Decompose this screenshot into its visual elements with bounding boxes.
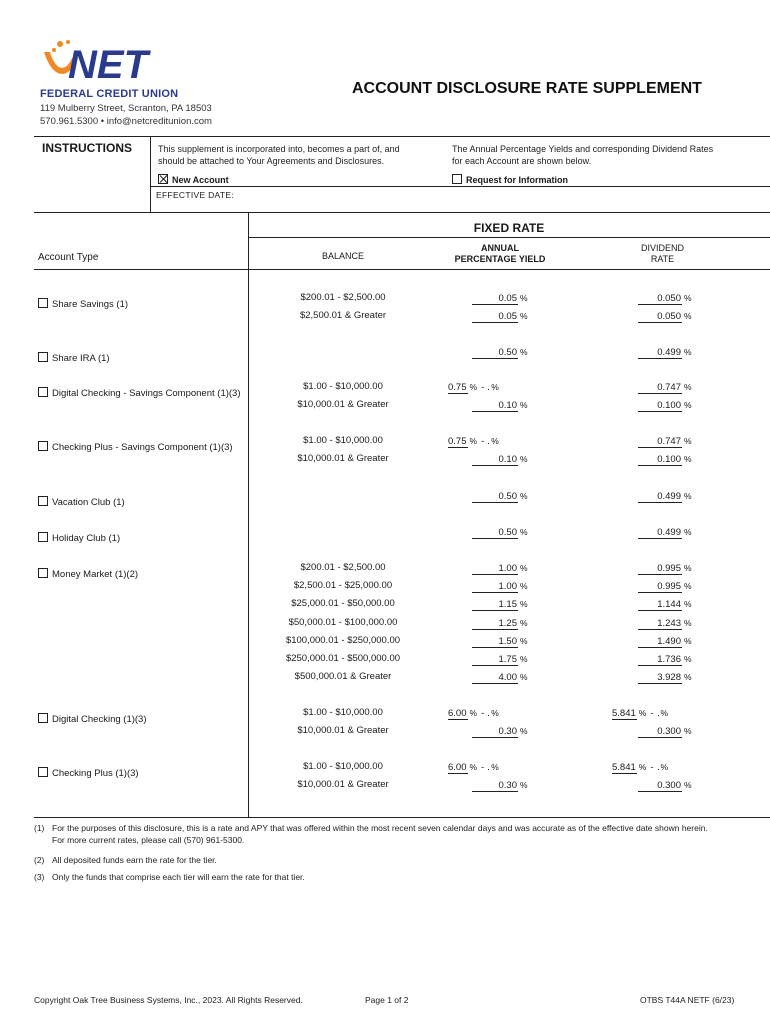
dividend-cell bbox=[638, 382, 692, 394]
percent-sign: % bbox=[684, 635, 692, 646]
undefined-high bbox=[488, 762, 499, 773]
dividend bbox=[638, 563, 692, 574]
undefined-high-value bbox=[488, 443, 489, 444]
apy-cell bbox=[472, 636, 528, 648]
percent-sign: % bbox=[520, 293, 528, 303]
apy bbox=[472, 563, 528, 574]
apy-value: 1.00 bbox=[472, 581, 518, 593]
apy bbox=[472, 400, 528, 411]
apy bbox=[472, 581, 528, 592]
request-info-label: Request for Information bbox=[466, 175, 569, 185]
percent-sign: % bbox=[491, 382, 499, 392]
dividend bbox=[638, 382, 692, 393]
account-type-row[interactable] bbox=[38, 352, 110, 364]
account-type-row[interactable] bbox=[38, 713, 147, 725]
dividend bbox=[638, 780, 692, 791]
balance-tier: $10,000.01 & Greater bbox=[297, 779, 389, 791]
dividend-cell bbox=[638, 527, 692, 539]
checkbox-icon[interactable] bbox=[38, 387, 48, 397]
dividend-value: 1.736 bbox=[638, 654, 682, 666]
divider bbox=[34, 817, 770, 818]
account-type-row[interactable] bbox=[38, 532, 120, 544]
checkbox-icon[interactable] bbox=[38, 496, 48, 506]
undefined bbox=[448, 762, 499, 773]
dividend-cell bbox=[638, 347, 692, 359]
undefined bbox=[612, 762, 668, 773]
footnote-text-continued: For more current rates, please call (570) 961-5300. bbox=[52, 835, 245, 845]
percent-sign: % bbox=[491, 708, 499, 718]
undefined-high bbox=[488, 708, 499, 719]
account-type-row[interactable] bbox=[38, 298, 128, 310]
copyright-text: Copyright Oak Tree Business Systems, Inc., 2023. All Rights Reserved. bbox=[34, 995, 303, 1005]
footnote-text: All deposited funds earn the rate for the tier. bbox=[52, 855, 217, 865]
apy-cell bbox=[472, 454, 528, 466]
apy-cell bbox=[472, 654, 528, 666]
footnote-number: (3) bbox=[34, 872, 45, 882]
apy-value: 0.05 bbox=[472, 293, 518, 305]
apy-cell bbox=[472, 400, 528, 412]
dividend-value: 0.995 bbox=[638, 581, 682, 593]
percent-sign: % bbox=[638, 762, 647, 772]
dividend bbox=[638, 293, 692, 304]
apy bbox=[472, 599, 528, 610]
undefined-high bbox=[488, 436, 499, 447]
footnote-text: For the purposes of this disclosure, this is a rate and APY that was offered within the most recent seven calendar days and was accurate as of the effective date shown herein. bbox=[52, 823, 708, 833]
percent-sign: % bbox=[520, 726, 528, 737]
effective-date-label: EFFECTIVE DATE: bbox=[156, 190, 235, 200]
undefined-low-value: 5.841 bbox=[612, 708, 636, 719]
dividend-cell bbox=[638, 491, 692, 503]
dividend bbox=[638, 454, 692, 465]
balance-tier: $1.00 - $10,000.00 bbox=[303, 435, 383, 446]
dividend-value: 1.490 bbox=[638, 636, 682, 648]
checkbox-icon[interactable] bbox=[38, 767, 48, 777]
undefined-high-value bbox=[488, 715, 489, 716]
apy bbox=[472, 654, 528, 665]
percent-sign: % bbox=[520, 454, 528, 465]
divider bbox=[34, 269, 770, 270]
dividend-value: 0.100 bbox=[638, 400, 682, 412]
apy-cell bbox=[472, 311, 528, 323]
new-account-checkbox[interactable] bbox=[158, 170, 229, 188]
checkbox-icon[interactable] bbox=[452, 174, 462, 184]
dividend bbox=[638, 599, 692, 610]
dividend-cell bbox=[638, 636, 692, 648]
dividend-cell bbox=[612, 762, 668, 774]
checkbox-icon[interactable] bbox=[38, 713, 48, 723]
dividend-cell bbox=[638, 726, 692, 738]
percent-sign: % bbox=[638, 708, 647, 718]
undefined-low bbox=[448, 708, 477, 719]
apy-cell bbox=[472, 780, 528, 792]
apy-value: 0.10 bbox=[472, 400, 518, 412]
undefined-low bbox=[448, 762, 477, 773]
divider bbox=[34, 212, 770, 213]
undefined bbox=[448, 382, 499, 393]
percent-sign: % bbox=[520, 527, 528, 537]
apy-value: 0.50 bbox=[472, 491, 518, 503]
divider bbox=[34, 136, 770, 137]
percent-sign: % bbox=[684, 726, 692, 737]
dividend-value: 0.499 bbox=[638, 347, 682, 359]
undefined-high-value bbox=[658, 769, 659, 770]
undefined-low-value: 5.841 bbox=[612, 762, 636, 773]
account-name: Digital Checking (1)(3) bbox=[52, 714, 147, 725]
percent-sign: % bbox=[491, 436, 499, 446]
dividend-cell bbox=[638, 581, 692, 593]
document-title: ACCOUNT DISCLOSURE RATE SUPPLEMENT bbox=[352, 80, 702, 97]
percent-sign: % bbox=[684, 527, 692, 537]
balance-tier: $2,500.01 & Greater bbox=[299, 310, 387, 322]
balance-tier: $200.01 - $2,500.00 bbox=[300, 562, 386, 573]
undefined-high-value bbox=[488, 769, 489, 770]
apy-value: 1.00 bbox=[472, 563, 518, 575]
dividend-value: 0.050 bbox=[638, 293, 682, 305]
dividend bbox=[638, 618, 692, 629]
range-dash: - bbox=[481, 382, 485, 393]
undefined-low bbox=[612, 708, 646, 719]
percent-sign: % bbox=[684, 382, 692, 392]
percent-sign: % bbox=[469, 436, 478, 446]
new-account-label: New Account bbox=[172, 175, 229, 185]
apy-cell bbox=[448, 436, 499, 448]
undefined-low-value: 0.75 bbox=[448, 382, 467, 393]
apy bbox=[472, 311, 528, 322]
dividend bbox=[638, 491, 692, 502]
apy bbox=[472, 454, 528, 465]
checkbox-icon[interactable] bbox=[38, 441, 48, 451]
balance-tier: $10,000.01 & Greater bbox=[297, 725, 389, 737]
percent-sign: % bbox=[684, 454, 692, 465]
divider bbox=[248, 212, 249, 817]
dividend bbox=[638, 311, 692, 322]
dividend bbox=[638, 347, 692, 358]
apy-value: 1.15 bbox=[472, 599, 518, 611]
percent-sign: % bbox=[684, 581, 692, 592]
dividend-value: 0.300 bbox=[638, 726, 682, 738]
divider bbox=[150, 136, 151, 212]
credit-union-logo bbox=[38, 38, 188, 86]
checkbox-icon[interactable] bbox=[38, 532, 48, 542]
balance-header: BALANCE bbox=[321, 251, 365, 261]
checked-box-icon[interactable] bbox=[158, 174, 168, 184]
percent-sign: % bbox=[520, 599, 528, 610]
dividend-cell bbox=[638, 400, 692, 412]
apy-cell bbox=[448, 382, 499, 394]
percent-sign: % bbox=[684, 293, 692, 303]
account-type-row[interactable] bbox=[38, 441, 233, 453]
apy-cell bbox=[472, 563, 528, 575]
percent-sign: % bbox=[684, 347, 692, 357]
percent-sign: % bbox=[491, 762, 499, 772]
balance-tier: $100,000.01 - $250,000.00 bbox=[285, 634, 401, 646]
footnote bbox=[34, 871, 305, 883]
footnote-number: (1) bbox=[34, 823, 45, 833]
undefined-low-value: 6.00 bbox=[448, 708, 467, 719]
undefined-high bbox=[658, 762, 669, 773]
apy bbox=[472, 618, 528, 629]
apy-header: ANNUAL PERCENTAGE YIELD bbox=[454, 243, 546, 264]
percent-sign: % bbox=[684, 599, 692, 610]
undefined bbox=[448, 708, 499, 719]
dividend-cell bbox=[638, 454, 692, 466]
percent-sign: % bbox=[520, 563, 528, 573]
account-type-row[interactable] bbox=[38, 387, 241, 399]
balance-tier: $25,000.01 - $50,000.00 bbox=[291, 598, 395, 610]
apy-value: 1.75 bbox=[472, 654, 518, 666]
dividend-value: 1.243 bbox=[638, 618, 682, 630]
account-name: Checking Plus (1)(3) bbox=[52, 768, 139, 779]
apy bbox=[472, 293, 528, 304]
org-address: 119 Mulberry Street, Scranton, PA 18503 bbox=[40, 103, 212, 114]
apy-value: 0.05 bbox=[472, 311, 518, 323]
checkbox-icon[interactable] bbox=[38, 568, 48, 578]
dividend-cell bbox=[638, 436, 692, 448]
account-type-row[interactable] bbox=[38, 568, 138, 580]
apy-cell bbox=[472, 527, 528, 539]
percent-sign: % bbox=[684, 672, 692, 683]
percent-sign: % bbox=[684, 311, 692, 322]
apy bbox=[472, 780, 528, 791]
percent-sign: % bbox=[684, 436, 692, 446]
dividend bbox=[638, 654, 692, 665]
dividend-value: 0.747 bbox=[638, 436, 682, 448]
dividend-value: 3.928 bbox=[638, 672, 682, 684]
dividend bbox=[638, 400, 692, 411]
percent-sign: % bbox=[520, 491, 528, 501]
undefined-high-value bbox=[658, 715, 659, 716]
undefined-high bbox=[658, 708, 669, 719]
undefined-low-value: 6.00 bbox=[448, 762, 467, 773]
org-contact: 570.961.5300 • info@netcreditunion.com bbox=[40, 116, 212, 127]
percent-sign: % bbox=[520, 617, 528, 628]
balance-tier: $10,000.01 & Greater bbox=[297, 399, 389, 411]
balance-tier: $250,000.01 - $500,000.00 bbox=[285, 653, 401, 664]
apy bbox=[472, 491, 528, 502]
percent-sign: % bbox=[469, 382, 478, 392]
apy-value: 0.10 bbox=[472, 454, 518, 466]
dividend-cell bbox=[638, 780, 692, 792]
balance-tier: $2,500.01 - $25,000.00 bbox=[293, 580, 393, 592]
percent-sign: % bbox=[660, 762, 669, 772]
account-name: Vacation Club (1) bbox=[52, 497, 125, 508]
account-name: Checking Plus - Savings Component (1)(3) bbox=[52, 442, 233, 453]
percent-sign: % bbox=[520, 347, 528, 357]
instructions-left-text: This supplement is incorporated into, becomes a part of, and should be attached to Your Agreements and Disclosures. bbox=[158, 144, 400, 166]
instructions-title: INSTRUCTIONS bbox=[42, 141, 132, 155]
dividend bbox=[638, 726, 692, 737]
apy-cell bbox=[472, 618, 528, 630]
dividend-value: 0.499 bbox=[638, 527, 682, 539]
percent-sign: % bbox=[520, 635, 528, 646]
undefined-low-value: 0.75 bbox=[448, 436, 467, 447]
range-dash: - bbox=[481, 436, 485, 447]
apy-cell bbox=[472, 726, 528, 738]
account-type-row[interactable] bbox=[38, 767, 139, 779]
percent-sign: % bbox=[660, 708, 669, 718]
dividend bbox=[638, 436, 692, 447]
range-dash: - bbox=[650, 708, 654, 719]
apy-cell bbox=[472, 599, 528, 611]
apy bbox=[472, 347, 528, 358]
apy-value: 4.00 bbox=[472, 672, 518, 684]
apy bbox=[472, 636, 528, 647]
account-name: Digital Checking - Savings Component (1)(3) bbox=[52, 388, 241, 399]
dividend-value: 0.499 bbox=[638, 491, 682, 503]
undefined-low bbox=[448, 436, 477, 447]
apy-cell bbox=[472, 581, 528, 593]
apy-cell bbox=[448, 708, 499, 720]
checkbox-icon[interactable] bbox=[38, 352, 48, 362]
request-info-checkbox[interactable] bbox=[452, 170, 568, 188]
percent-sign: % bbox=[684, 617, 692, 628]
apy-cell bbox=[472, 293, 528, 305]
balance-tier: $50,000.01 - $100,000.00 bbox=[288, 616, 398, 628]
apy-value: 0.30 bbox=[472, 726, 518, 738]
apy bbox=[472, 527, 528, 538]
footnote-number: (2) bbox=[34, 855, 45, 865]
dividend-value: 0.995 bbox=[638, 563, 682, 575]
percent-sign: % bbox=[684, 563, 692, 573]
dividend-cell bbox=[638, 618, 692, 630]
apy-value: 0.50 bbox=[472, 347, 518, 359]
undefined-low bbox=[612, 762, 646, 773]
balance-tier: $10,000.01 & Greater bbox=[297, 453, 389, 465]
balance-tier: $200.01 - $2,500.00 bbox=[300, 292, 386, 303]
dividend-value: 0.050 bbox=[638, 311, 682, 323]
percent-sign: % bbox=[684, 780, 692, 791]
percent-sign: % bbox=[520, 400, 528, 411]
dividend-value: 0.100 bbox=[638, 454, 682, 466]
account-name: Money Market (1)(2) bbox=[52, 569, 139, 580]
undefined bbox=[448, 436, 499, 447]
fixed-rate-heading: FIXED RATE bbox=[473, 221, 545, 235]
dividend-rate-header: DIVIDEND RATE bbox=[640, 243, 684, 264]
balance-tier: $1.00 - $10,000.00 bbox=[303, 381, 383, 392]
account-name: Share Savings (1) bbox=[52, 299, 129, 310]
instructions-right-text: The Annual Percentage Yields and corresponding Dividend Rates for each Account are shown below. bbox=[452, 144, 714, 166]
logo-dot-icon bbox=[57, 41, 63, 47]
undefined-low bbox=[448, 382, 477, 393]
dividend bbox=[638, 581, 692, 592]
percent-sign: % bbox=[520, 311, 528, 322]
org-name: FEDERAL CREDIT UNION bbox=[40, 88, 179, 100]
percent-sign: % bbox=[684, 400, 692, 411]
dividend-cell bbox=[638, 599, 692, 611]
divider bbox=[248, 237, 770, 238]
footnote bbox=[34, 822, 708, 846]
percent-sign: % bbox=[520, 581, 528, 592]
apy-cell bbox=[472, 672, 528, 684]
dividend bbox=[638, 672, 692, 683]
percent-sign: % bbox=[469, 708, 478, 718]
range-dash: - bbox=[481, 762, 485, 773]
range-dash: - bbox=[481, 708, 485, 719]
dividend-value: 0.300 bbox=[638, 780, 682, 792]
logo-dot-icon bbox=[52, 48, 56, 52]
apy bbox=[472, 726, 528, 737]
dividend-value: 0.747 bbox=[638, 382, 682, 394]
dividend-cell bbox=[638, 654, 692, 666]
dividend-cell bbox=[638, 563, 692, 575]
footnote bbox=[34, 854, 217, 866]
dividend-cell bbox=[638, 311, 692, 323]
apy-cell bbox=[472, 491, 528, 503]
percent-sign: % bbox=[520, 780, 528, 791]
undefined-high bbox=[488, 382, 499, 393]
apy-value: 1.25 bbox=[472, 618, 518, 630]
dividend-cell bbox=[638, 293, 692, 305]
apy-value: 0.50 bbox=[472, 527, 518, 539]
percent-sign: % bbox=[684, 491, 692, 501]
dividend bbox=[638, 636, 692, 647]
percent-sign: % bbox=[520, 654, 528, 664]
account-name: Holiday Club (1) bbox=[52, 533, 121, 544]
balance-tier: $1.00 - $10,000.00 bbox=[303, 707, 383, 718]
apy-value: 1.50 bbox=[472, 636, 518, 648]
balance-tier: $1.00 - $10,000.00 bbox=[303, 761, 383, 772]
dividend-cell bbox=[612, 708, 668, 720]
apy-value: 0.30 bbox=[472, 780, 518, 792]
percent-sign: % bbox=[520, 672, 528, 683]
account-name: Share IRA (1) bbox=[52, 353, 110, 364]
percent-sign: % bbox=[469, 762, 478, 772]
balance-tier: $500,000.01 & Greater bbox=[294, 671, 392, 683]
account-type-header: Account Type bbox=[38, 252, 99, 263]
page-number: Page 1 of 2 bbox=[365, 995, 409, 1005]
percent-sign: % bbox=[684, 654, 692, 664]
dividend-value: 1.144 bbox=[638, 599, 682, 611]
apy-cell bbox=[472, 347, 528, 359]
form-id: OTBS T44A NETF (6/23) bbox=[640, 995, 735, 1005]
dividend bbox=[638, 527, 692, 538]
undefined bbox=[612, 708, 668, 719]
undefined-high-value bbox=[488, 389, 489, 390]
apy bbox=[472, 672, 528, 683]
footnote-text: Only the funds that comprise each tier will earn the rate for that tier. bbox=[52, 872, 305, 882]
account-type-row[interactable] bbox=[38, 496, 125, 508]
logo-wordmark: NET bbox=[68, 43, 148, 86]
checkbox-icon[interactable] bbox=[38, 298, 48, 308]
apy-cell bbox=[448, 762, 499, 774]
dividend-cell bbox=[638, 672, 692, 684]
range-dash: - bbox=[650, 762, 654, 773]
